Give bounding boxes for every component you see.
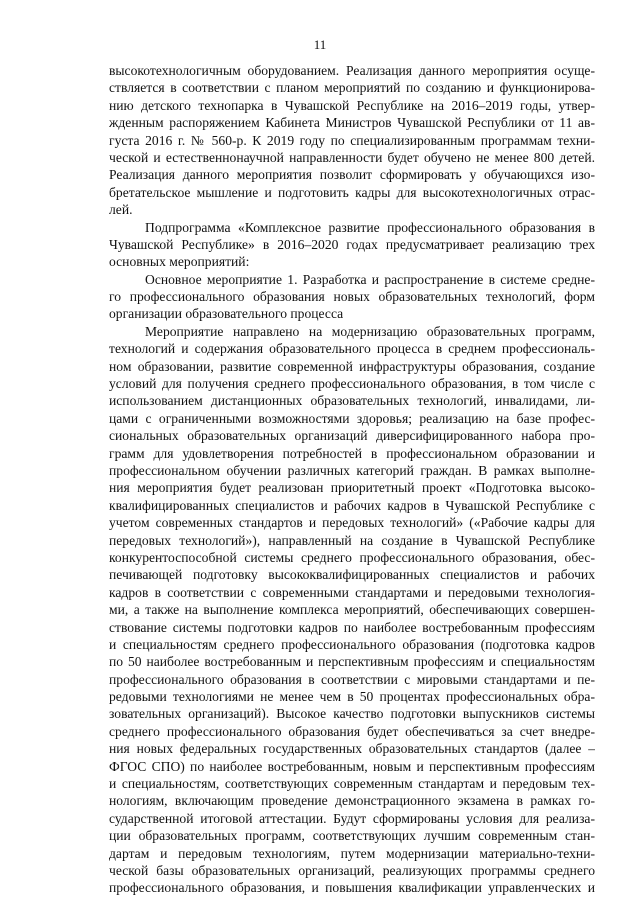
- text-line: передовых технологий»), направленный на создание в Чувашской Республике: [109, 532, 595, 548]
- text-line: Чувашской Республике» в 2016–2020 годах предусматривает реализацию трех: [109, 236, 595, 252]
- text-line: ческой базы образовательных организаций, реализующих программы среднего: [109, 862, 595, 878]
- text-line: зовательных организаций). Высокое качество подготовки выпускников системы: [109, 706, 595, 722]
- text-line: профессионального образования в соответствии с мировыми стандартами и пе-: [109, 671, 595, 687]
- text-line: цами с ограниченными возможностями здоровья; реализацию на базе профес-: [109, 410, 595, 426]
- text-line: го профессионального образования новых образовательных технологий, форм: [109, 289, 595, 305]
- page-number: 11: [313, 37, 327, 52]
- text-line: лей.: [109, 202, 133, 218]
- text-line: кадров в соответствии с современными стандартами и передовыми технология-: [109, 584, 595, 600]
- text-line: ческой и естественнонаучной направленности будет обучено не менее 800 детей.: [109, 149, 595, 165]
- text-line: технологий и содержания образовательного процесса в среднем профессиональ-: [109, 341, 595, 357]
- text-line: нию детского технопарка в Чувашской Республике на 2016–2019 годы, утвер-: [109, 97, 595, 113]
- text-line: дартам и передовым технологиям, путем модернизации материально-техни-: [109, 845, 595, 861]
- text-line: профессиональном обучении различных категорий граждан. В рамках выполне-: [109, 462, 595, 478]
- text-line: Подпрограмма «Комплексное развитие профессионального образования в: [145, 219, 595, 235]
- text-line: и специальностям, соответствующих современным стандартам и передовым тех-: [109, 776, 595, 792]
- text-line: ния мероприятия будет реализован приоритетный проект «Подготовка высоко-: [109, 480, 595, 496]
- text-line: организации образовательного процесса: [109, 306, 344, 322]
- text-line: ном образовании, развитие современной инфраструктуры образования, создание: [109, 358, 595, 374]
- text-line: редовыми технологиями не менее чем в 50 процентах профессиональных обра-: [109, 689, 595, 705]
- text-line: квалифицированных специалистов и рабочих кадров в Чувашской Республике с: [109, 497, 595, 513]
- text-line: учетом современных стандартов и передовых технологий» («Рабочие кадры для: [109, 515, 595, 531]
- text-line: конкурентоспособной системы среднего профессионального образования, обес-: [109, 549, 595, 565]
- text-line: ми, а также на выполнение комплекса мероприятий, обеспечивающих совершен-: [109, 602, 595, 618]
- document-body-text: [109, 62, 595, 897]
- text-line: сиональных образовательных организаций диверсифицированного набора про-: [109, 428, 595, 444]
- text-line: использованием дистанционных образовательных технологий, инвалидами, ли-: [109, 393, 595, 409]
- text-line: высокотехнологичным оборудованием. Реализация данного мероприятия осуще-: [109, 63, 595, 78]
- text-line: ния новых федеральных государственных образовательных стандартов (далее –: [109, 741, 595, 757]
- text-line: Реализация данного мероприятия позволит сформировать у обучающихся изо-: [109, 167, 595, 183]
- text-line: среднего профессионального образования будет обеспечиваться за счет внедре-: [109, 723, 595, 739]
- text-line: печивающей подготовку высококвалифицированных специалистов и рабочих: [109, 567, 595, 583]
- text-line: условий для получения среднего профессионального образования, в том числе с: [109, 376, 595, 392]
- text-line: грамм для удовлетворения потребностей в профессиональном образовании и: [109, 445, 595, 461]
- text-line: ствование системы подготовки кадров по наиболее востребованным профессиям: [109, 619, 595, 635]
- text-line: жденным распоряжением Кабинета Министров Чувашской Республики от 11 ав-: [109, 115, 595, 131]
- text-line: ции образовательных программ, соответствующих лучшим современным стан-: [109, 828, 595, 844]
- text-line: Мероприятие направлено на модернизацию образовательных программ,: [145, 323, 595, 339]
- text-line: бретательское мышление и подготовить кадры для высокотехнологичных отрас-: [109, 184, 595, 200]
- text-line: по 50 наиболее востребованным и перспективным профессиям и специальностям: [109, 654, 595, 670]
- text-line: ФГОС СПО) по наиболее востребованным, новым и перспективным профессиям: [109, 758, 595, 774]
- text-line: нологиям, включающим проведение демонстрационного экзамена в рамках го-: [109, 793, 595, 809]
- text-line: Основное мероприятие 1. Разработка и распространение в системе средне-: [145, 271, 595, 287]
- text-line: основных мероприятий:: [109, 254, 250, 270]
- text-line: сударственной итоговой аттестации. Будут сформированы условия для реализа-: [109, 810, 595, 826]
- text-line: густа 2016 г. № 560-р. К 2019 году по специализированным программам техни-: [109, 132, 595, 148]
- text-line: ствляется в соответствии с планом мероприятий по созданию и функционирова-: [109, 80, 595, 96]
- text-line: профессионального образования, и повышения квалификации управленческих и: [109, 880, 595, 896]
- text-line: и специальностям среднего профессионального образования (подготовка кадров: [109, 636, 595, 652]
